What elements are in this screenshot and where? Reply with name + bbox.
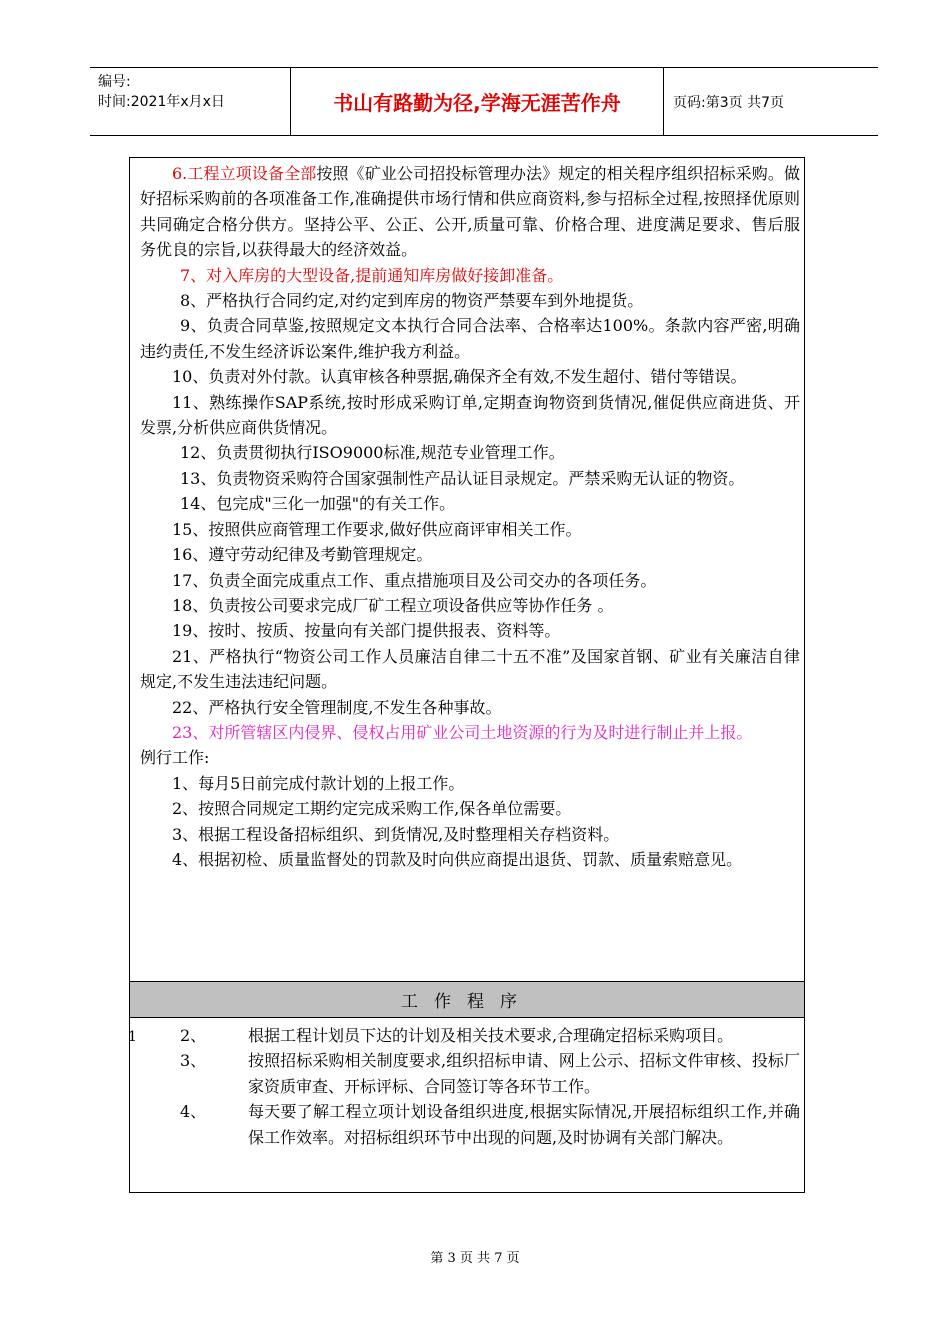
header-page-label: 页码:第3页 共7页 [673, 94, 784, 111]
duty-item-21: 21、严格执行“物资公司工作人员廉洁自律二十五不准”及国家首钢、矿业有关廉洁自律规定,不发生违法违纪问题。 [140, 646, 800, 692]
duty-item-8: 8、严格执行合同约定,对约定到库房的物资严禁要车到外地提货。 [180, 291, 644, 311]
duty-item-19: 19、按时、按质、按量向有关部门提供报表、资料等。 [172, 621, 561, 641]
page-footer: 第 3 页 共 7 页 [430, 1251, 520, 1266]
routine-item-2: 2、按照合同规定工期约定完成采购工作,保各单位需要。 [172, 799, 572, 819]
routine-title: 例行工作: [140, 748, 210, 768]
procedure-item-number: 3、 [180, 1051, 207, 1071]
procedure-stray-number: 1 [128, 1029, 137, 1045]
duty-item-14: 14、包完成"三化一加强"的有关工作。 [180, 494, 456, 514]
duty-6-text: 按照《矿业公司招投标管理办法》规定的相关程序组织招标采购。做好招标采购前的各项准备工作,准确提供市场行情和供应商资料,参与招标全过程,按照择优原则共同确定合格分供方。坚持公平、公正、公开,质量可靠、价格合理、进度满足要求、售后服务优良的宗旨,以获得最大的经济效益。 [140, 164, 800, 260]
duty-item-11: 11、熟练操作SAP系统,按时形成采购订单,定期查询物资到货情况,催促供应商进货、开发票,分析供应商供货情况。 [140, 392, 800, 438]
routine-item-1: 1、每月5日前完成付款计划的上报工作。 [172, 773, 465, 793]
duty-item-23: 23、对所管辖区内侵界、侵权占用矿业公司土地资源的行为及时进行制止并上报。 [172, 722, 753, 742]
duty-item-17: 17、负责全面完成重点工作、重点措施项目及公司交办的各项任务。 [172, 570, 657, 590]
procedure-item-number: 2、 [180, 1026, 207, 1045]
routine-item-3: 3、根据工程设备招标组织、到货情况,及时整理相关存档资料。 [172, 824, 620, 844]
procedure-item-text: 每天要了解工程立项计划设备组织进度,根据实际情况,开展招标组织工作,并确保工作效率。对招标组织环节中出现的问题,及时协调有关部门解决。 [248, 1102, 800, 1147]
section-title-procedure: 工作程序 [130, 981, 804, 1018]
routine-item-4: 4、根据初检、质量监督处的罚款及时向供应商提出退货、罚款、质量索赔意见。 [172, 849, 743, 869]
header-divider-2 [663, 67, 664, 136]
duty-item-18: 18、负责按公司要求完成厂矿工程立项设备供应等协作任务 。 [172, 595, 614, 615]
duty-item-9: 9、负责合同草鉴,按照规定文本执行合同合法率、合格率达100%。条款内容严密,明确违约责任,不发生经济诉讼案件,维护我方利益。 [140, 316, 800, 361]
duty-item-12: 12、负责贯彻执行ISO9000标准,规范专业管理工作。 [180, 443, 565, 463]
duty-item-13: 13、负责物资采购符合国家强制性产品认证目录规定。严禁采购无认证的物资。 [180, 468, 745, 488]
procedure-item-number: 4、 [180, 1102, 207, 1122]
doc-time-label: 时间:2021年x月x日 [98, 94, 225, 110]
procedure-list [140, 1023, 800, 1150]
duty-item-15: 15、按照供应商管理工作要求,做好供应商评审相关工作。 [172, 519, 582, 539]
procedure-item-text: 根据工程计划员下达的计划及相关技术要求,合理确定招标采购项目。 [248, 1026, 734, 1045]
procedure-item [140, 1023, 800, 1048]
header-motto: 书山有路勤为径,学海无涯苦作舟 [333, 91, 621, 115]
duty-item-6 [140, 161, 800, 263]
doc-number-label: 编号: [98, 74, 131, 90]
procedure-item [140, 1048, 800, 1099]
duties-content [140, 161, 800, 872]
duty-6-highlight: 6.工程立项设备全部 [172, 164, 317, 183]
header-meta [98, 72, 225, 112]
duty-item-16: 16、遵守劳动纪律及考勤管理规定。 [172, 545, 433, 565]
procedure-item-text: 按照招标采购相关制度要求,组织招标申请、网上公示、招标文件审核、投标厂家资质审查、开标评标、合同签订等各环节工作。 [248, 1051, 800, 1096]
duty-item-7: 7、对入库房的大型设备,提前通知库房做好接卸准备。 [180, 265, 564, 285]
duty-item-22: 22、严格执行安全管理制度,不发生各种事故。 [172, 697, 502, 717]
duty-item-10: 10、负责对外付款。认真审核各种票据,确保齐全有效,不发生超付、错付等错误。 [172, 367, 747, 387]
procedure-item [140, 1099, 800, 1150]
